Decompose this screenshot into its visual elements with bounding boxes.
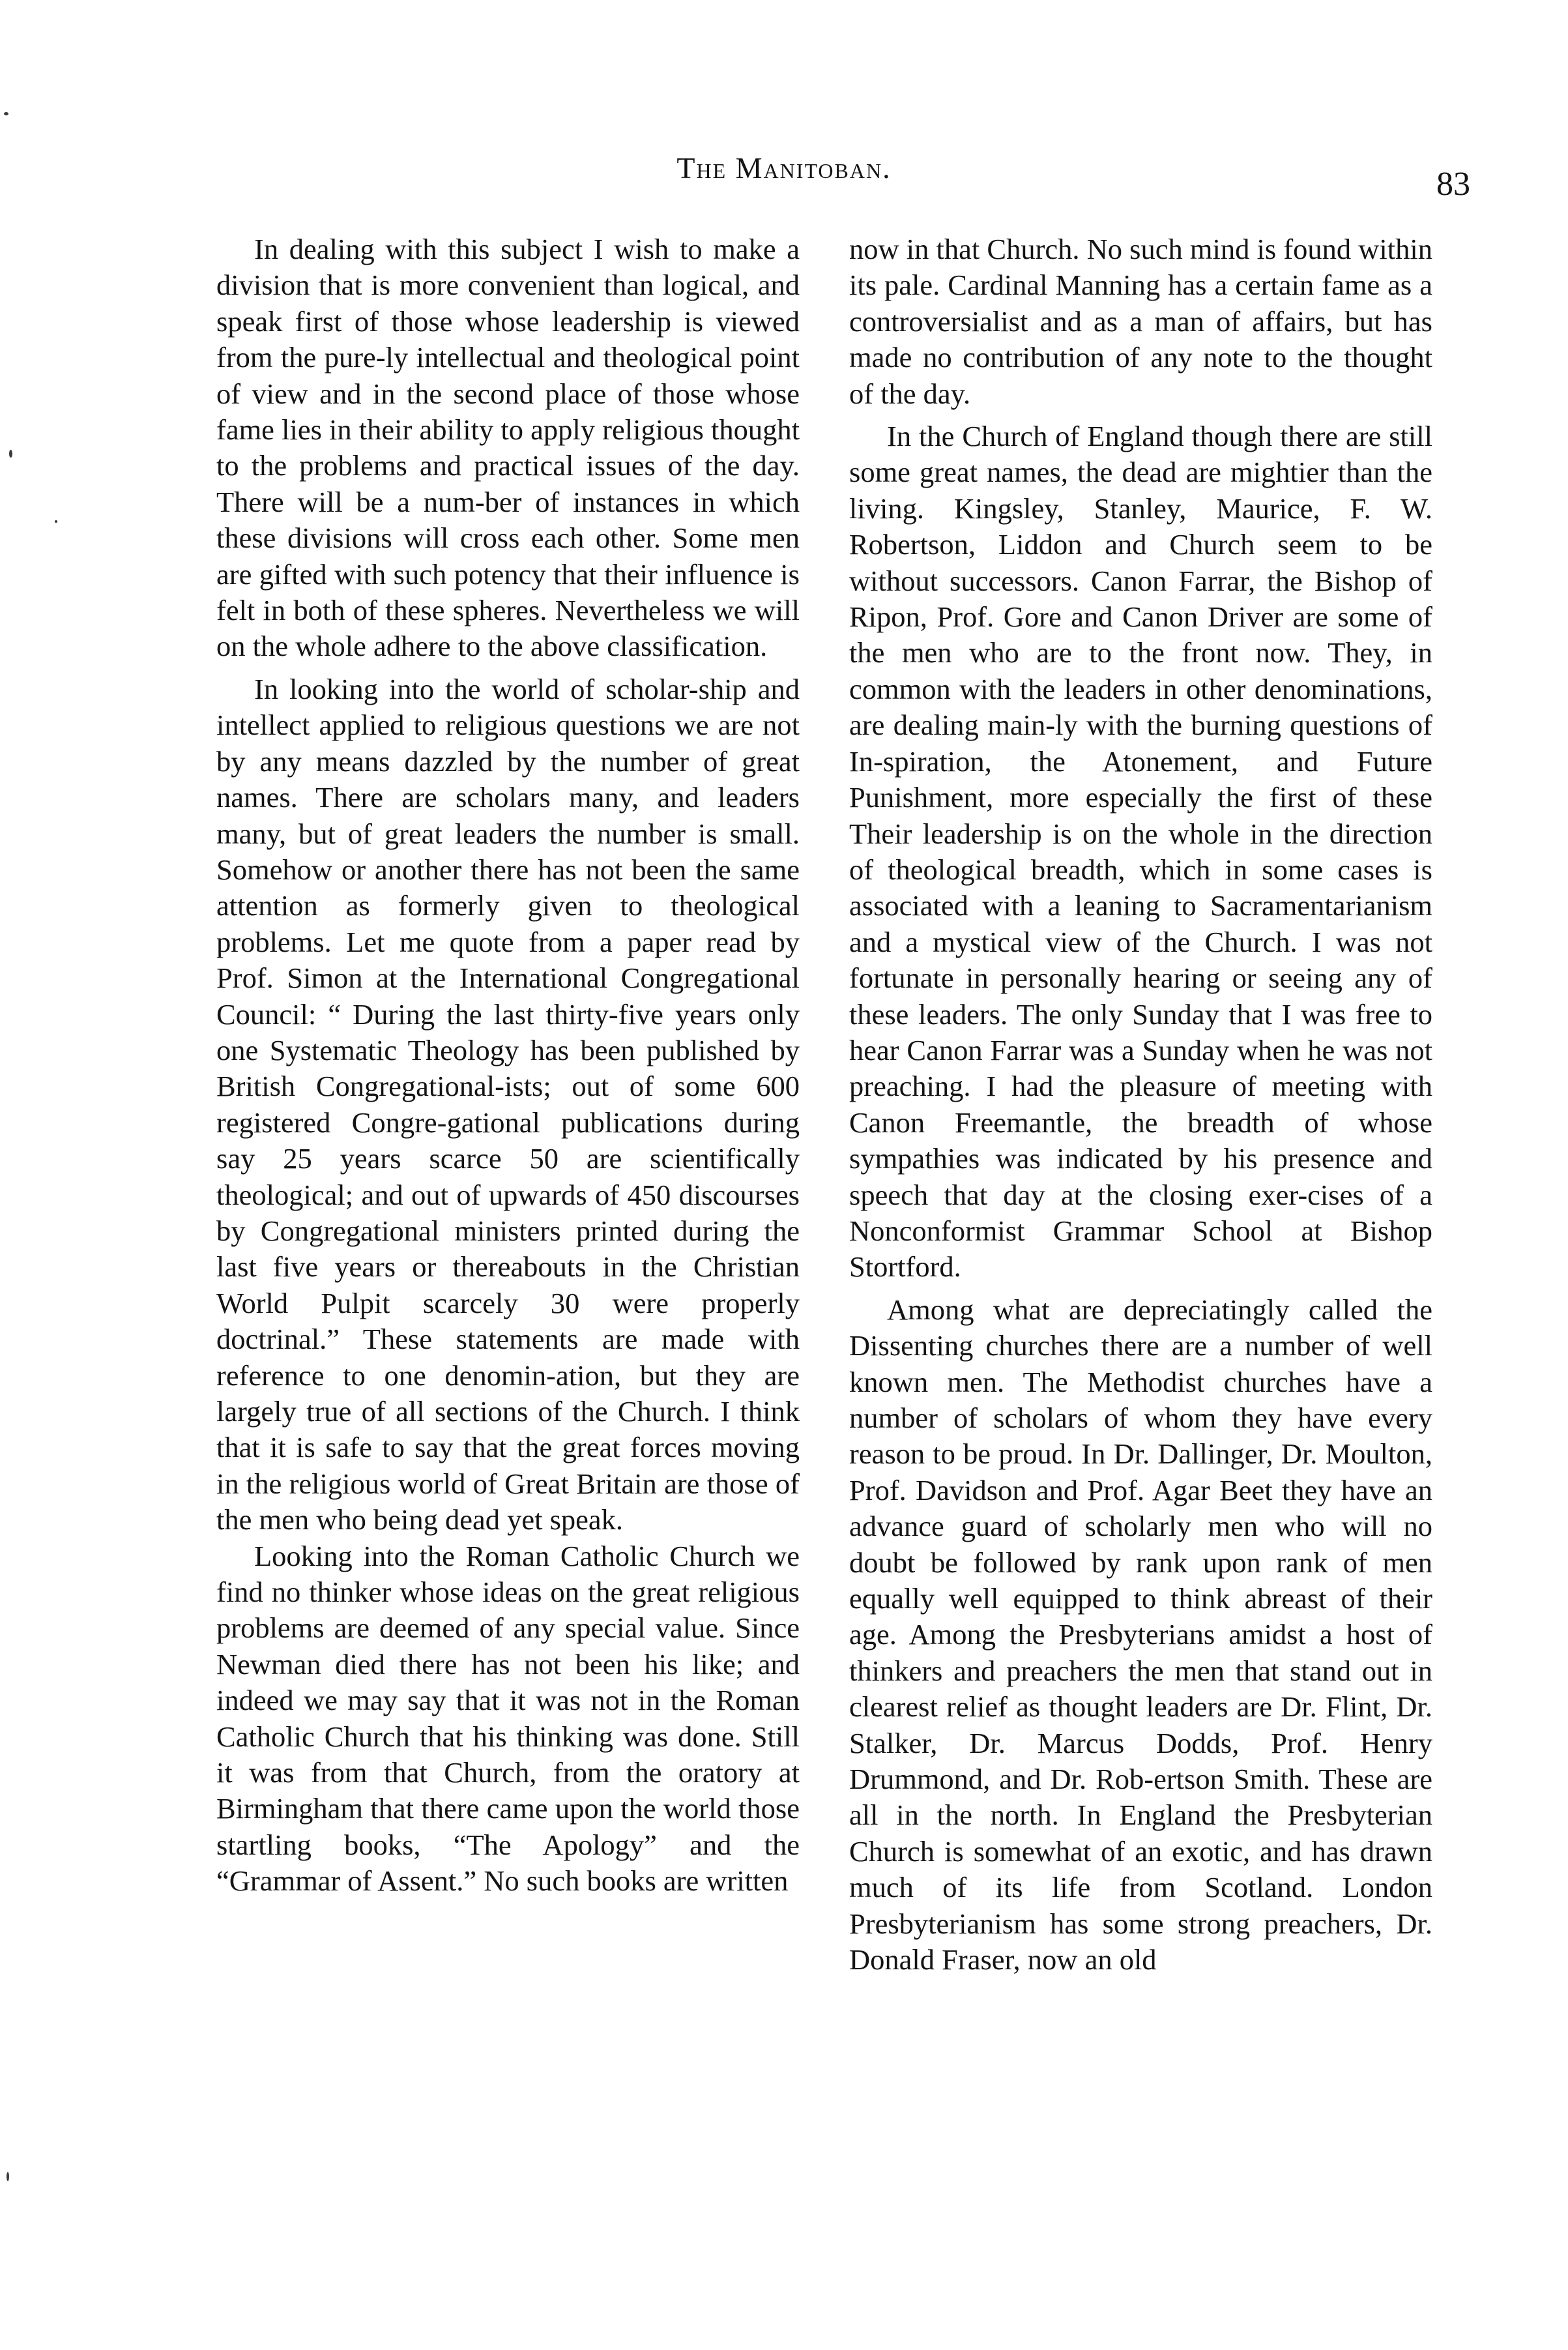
scan-speck — [7, 2172, 9, 2181]
left-paragraph-3: Looking into the Roman Catholic Church we find no thinker whose ideas on the great religious problems are deemed of any special value. Since Newman died there has not been his like; and indeed we may say that it was not in the Roman Catholic Church that his thinking was done. Still it was from that Church, from the oratory at Birmingham that there came upon the world those startling books, “The Apology” and the “Grammar of Assent.” No such books are written — [216, 1539, 800, 1898]
scan-speck — [9, 450, 12, 458]
left-column — [216, 231, 800, 1900]
scan-speck — [55, 520, 57, 523]
scan-speck — [4, 112, 8, 115]
page-header — [0, 147, 1568, 203]
left-paragraph-1: In dealing with this subject I wish to make a division that is more convenient than logical, and speak first of those whose leadership is viewed from the pure-ly intellectual and theological point of view and in the second place of those whose fame lies in their ability to apply religious thought to the problems and practical issues of the day. There will be a num-ber of instances in which these divisions will cross each other. Some men are gifted with such potency that their influence is felt in both of these spheres. Nevertheless we will on the whole adhere to the above classification. — [216, 233, 800, 663]
right-paragraph-1: now in that Church. No such mind is found within its pale. Cardinal Manning has a certain fame as a controversialist and as a man of affairs, but has made no contribution of any note to the thought of the day. — [849, 233, 1432, 410]
left-paragraph-2: In looking into the world of scholar-ship and intellect applied to religious questions we are not by any means dazzled by the number of great names. There are scholars many, and leaders many, but of great leaders the number is small. Somehow or another there has not been the same attention as formerly given to theological problems. Let me quote from a paper read by Prof. Simon at the International Congregational Council: “ During the last thirty-five years only one Systematic Theology has been published by British Congregational-ists; out of some 600 registered Congre-gational publications during say 25 years scarce 50 are scientifically theological; and out of upwards of 450 discourses by Congregational ministers printed during the last five years or thereabouts in the Christian World Pulpit scarcely 30 were properly doctrinal.” These statements are made with reference to one denomin-ation, but they are largely true of all sections of the Church. I think that it is safe to say that the great forces moving in the religious world of Great Britain are those of the men who being dead yet speak. — [216, 672, 800, 1536]
right-paragraph-3: Among what are depreciatingly called the Dissenting churches there are a number of well known men. The Methodist churches have a number of scholars of whom they have every reason to be proud. In Dr. Dallinger, Dr. Moulton, Prof. Davidson and Prof. Agar Beet they have an advance guard of scholarly men who will no doubt be followed by rank upon rank of men equally well equipped to think abreast of their age. Among the Presbyterians amidst a host of thinkers and preachers the men that stand out in clearest relief as thought leaders are Dr. Flint, Dr. Stalker, Dr. Marcus Dodds, Prof. Henry Drummond, and Dr. Rob-ertson Smith. These are all in the north. In England the Presbyterian Church is somewhat of an exotic, and has drawn much of its life from Scotland. London Presbyterianism has some strong preachers, Dr. Donald Fraser, now an old — [849, 1293, 1432, 1976]
right-column — [849, 231, 1432, 1978]
page-number: 83 — [1436, 166, 1470, 203]
right-paragraph-2: In the Church of England though there are still some great names, the dead are mightier than the living. Kingsley, Stanley, Maurice, F. W. Robertson, Liddon and Church seem to be without successors. Canon Farrar, the Bishop of Ripon, Prof. Gore and Canon Driver are some of the men who are to the front now. They, in common with the leaders in other denominations, are dealing main-ly with the burning questions of In-spiration, the Atonement, and Future Punishment, more especially the first of these Their leadership is on the whole in the direction of theological breadth, which in some cases is associated with a leaning to Sacramentarianism and a mystical view of the Church. I was not fortunate in personally hearing or seeing any of these leaders. The only Sunday that I was free to hear Canon Farrar was a Sunday when he was not preaching. I had the pleasure of meeting with Canon Freemantle, the breadth of whose sympathies was indicated by his presence and speech that day at the closing exer-cises of a Nonconformist Grammar School at Bishop Stortford. — [849, 420, 1432, 1284]
running-title: The Manitoban. — [676, 151, 892, 184]
